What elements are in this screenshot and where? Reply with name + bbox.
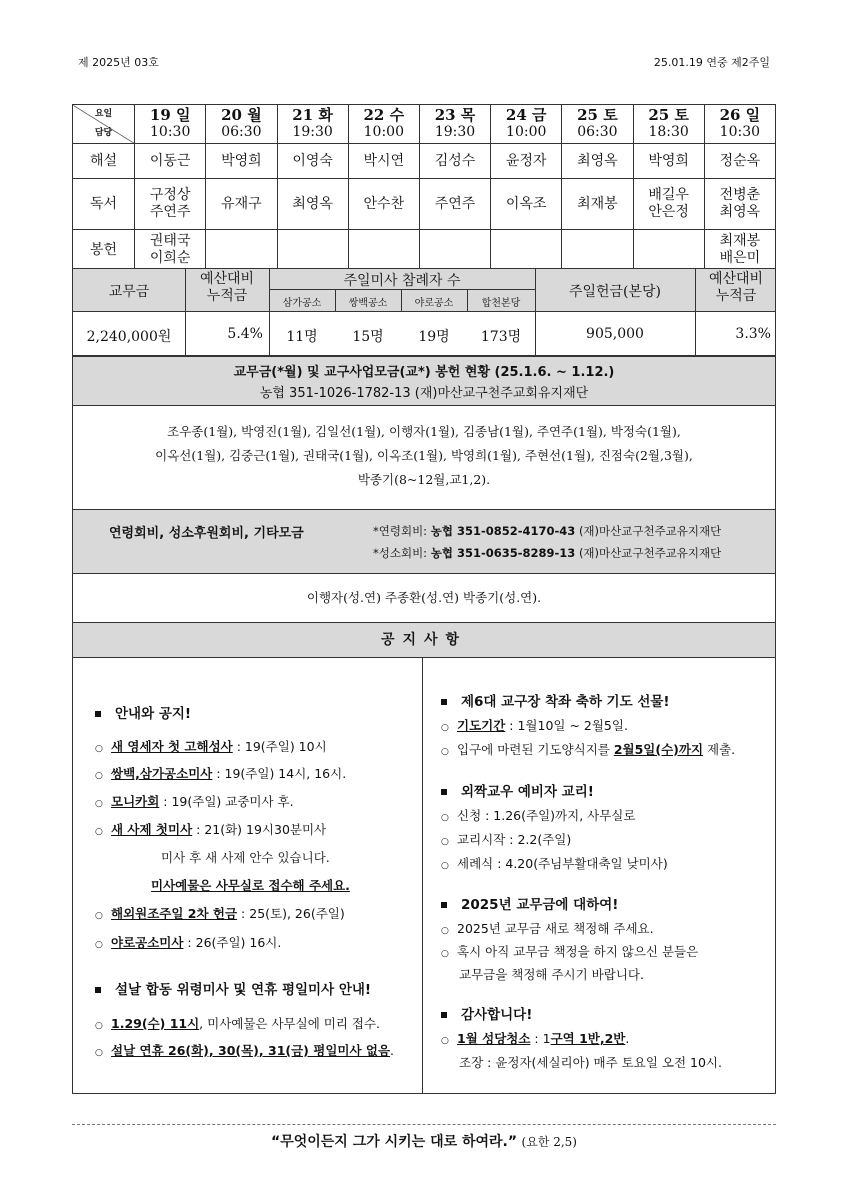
table-row: [73, 230, 776, 271]
list-item-continued: 미사 후 새 사제 안수 있습니다.: [161, 850, 330, 865]
list-item: ○ 기도기간 : 1월10일 ~ 2월5일.: [441, 718, 628, 733]
table-cell: 이옥조: [491, 179, 562, 230]
donor-line: 박종기(8~12월,교1,2).: [357, 472, 491, 487]
donor-line: 이옥선(1월), 김중근(1월), 권태국(1월), 이옥조(1월), 박영희(1월), 주현선(1월), 진점숙(2월,3월),: [155, 448, 693, 463]
table-cell: 최재봉: [562, 179, 633, 230]
list-item: ○ 새 사제 첫미사 : 21(화) 19시30분미사: [95, 822, 327, 837]
funds-header: [72, 509, 776, 574]
table-cell: 이영숙: [277, 144, 348, 179]
donor-line: 조우종(1월), 박영진(1월), 김일선(1월), 이행자(1월), 김종남(1월), 주연주(1월), 박정숙(1월),: [167, 424, 681, 439]
day-header: 21 화 19:30: [277, 105, 348, 144]
tithe-label: 교무금: [108, 284, 150, 300]
table-cell: 윤정자: [491, 144, 562, 179]
list-item: ○ 신청 : 1.26(주일)까지, 사무실로: [441, 808, 636, 823]
duty-schedule-table: [72, 104, 776, 271]
list-item: ○ 2025년 교무금 새로 책정해 주세요.: [441, 921, 654, 936]
schedule-corner: 요일 담당: [73, 105, 135, 144]
list-item-continued: 조장 : 윤정자(세실리아) 매주 토요일 오전 10시.: [459, 1055, 722, 1070]
table-cell: 권태국 이희순: [135, 230, 206, 271]
day-header: 20 월 06:30: [206, 105, 277, 144]
list-item: ○ 쌍백,삼가공소미사 : 19(주일) 14시, 16시.: [95, 766, 347, 781]
issue-number: 제 2025년 03호: [78, 56, 159, 69]
notice-heading: 2025년 교무금에 대하여!: [441, 893, 618, 913]
list-item: ○ 1월 성당청소 : 1구역 1반,2반.: [441, 1031, 630, 1046]
list-item-continued: 교무금을 책정해 주시기 바랍니다.: [459, 967, 644, 982]
table-row: [73, 144, 776, 179]
table-cell: 박시연: [348, 144, 419, 179]
attendance-value: 19명: [418, 329, 450, 345]
attendance-title: 주일미사 참례자 수: [343, 273, 461, 289]
budget-label: 예산대비 누적금: [199, 271, 255, 304]
table-cell: 최재봉 배은미: [704, 230, 775, 271]
day-header: 25 토 06:30: [562, 105, 633, 144]
bulletin-date: 25.01.19 연중 제2주일: [653, 56, 770, 69]
table-cell: 최영옥: [277, 179, 348, 230]
day-header: 24 금 10:00: [491, 105, 562, 144]
attendance-value: 173명: [480, 329, 522, 345]
budget-label: 예산대비 누적금: [708, 271, 764, 304]
day-header: 25 토 18:30: [633, 105, 704, 144]
list-item: ○ 입구에 마련된 기도양식지를 2월5일(수)까지 제출.: [441, 742, 736, 757]
tithe-value: 2,240,000원: [86, 329, 172, 345]
row-label: 독서: [73, 179, 135, 230]
table-cell: 안수찬: [348, 179, 419, 230]
list-item: ○ 교리시작 : 2.2(주일): [441, 832, 572, 847]
list-item: ○ 혹시 아직 교무금 책정을 하지 않으신 분들은: [441, 944, 699, 959]
table-cell: 이동근: [135, 144, 206, 179]
list-item-continued: 미사예물은 사무실로 접수해 주세요.: [151, 878, 350, 893]
day-header: 23 목 19:30: [419, 105, 490, 144]
table-cell: 박영희: [633, 144, 704, 179]
funds-title: 연령회비, 성소후원회비, 기타모금: [109, 526, 304, 541]
list-item: ○ 세례식 : 4.20(주님부활대축일 낮미사): [441, 856, 668, 871]
offering-label: 주일헌금(본당): [568, 284, 662, 300]
table-cell: [277, 230, 348, 271]
table-cell: 주연주: [419, 179, 490, 230]
table-row: [73, 179, 776, 230]
notice-heading: 안내와 공지!: [95, 702, 191, 722]
attendance-name: 야로공소: [414, 298, 454, 309]
list-item: ○ 1.29(수) 11시, 미사예물은 사무실에 미리 접수.: [95, 1016, 380, 1031]
table-cell: 유재구: [206, 179, 277, 230]
list-item: ○ 모니카회 : 19(주일) 교중미사 후.: [95, 794, 294, 809]
list-item: ○ 새 영세자 첫 고해성사 : 19(주일) 10시: [95, 739, 327, 754]
attendance-value: 11명: [286, 329, 318, 345]
funds-donors: 이행자(성.연) 주종환(성.연) 박종기(성.연).: [72, 573, 776, 623]
attendance-name: 합천본당: [481, 298, 521, 309]
attendance-name: 삼가공소: [282, 298, 322, 309]
footer-divider: [72, 1124, 776, 1125]
list-item: ○ 야로공소미사 : 26(주일) 16시.: [95, 935, 282, 950]
row-label: 해설: [73, 144, 135, 179]
table-cell: [419, 230, 490, 271]
table-cell: 전병춘 최영옥: [704, 179, 775, 230]
notice-heading: 외짝교우 예비자 교리!: [441, 780, 594, 800]
attendance-value: 15명: [352, 329, 384, 345]
table-cell: 정순옥: [704, 144, 775, 179]
weekly-stats: [72, 268, 776, 356]
table-cell: [348, 230, 419, 271]
funds-account-1: *연령회비: 농협 351-0852-4170-43 (재)마산교구천주교유지재단: [373, 524, 722, 538]
donation-header: [72, 356, 776, 406]
offering-value: 905,000: [586, 326, 644, 342]
list-item: ○ 해외원조주일 2차 헌금 : 25(토), 26(주일): [95, 906, 345, 921]
table-cell: [633, 230, 704, 271]
table-cell: 배길우 안은정: [633, 179, 704, 230]
list-item: ○ 설날 연휴 26(화), 30(목), 31(금) 평일미사 없음.: [95, 1043, 395, 1058]
donation-title: 교무금(*월) 및 교구사업모금(교*) 봉헌 현황 (25.1.6. ~ 1.12.): [233, 365, 615, 380]
donation-account: 농협 351-1026-1782-13 (재)마산교구천주교회유지재단: [259, 386, 589, 401]
table-cell: [491, 230, 562, 271]
table-cell: [206, 230, 277, 271]
table-cell: 최영옥: [562, 144, 633, 179]
day-header: 19 일 10:30: [135, 105, 206, 144]
table-cell: 구정상 주연주: [135, 179, 206, 230]
notice-title: 공지사항: [72, 622, 776, 658]
notice-heading: 감사합니다!: [441, 1003, 532, 1023]
notice-heading: 설날 합동 위령미사 및 연휴 평일미사 안내!: [95, 978, 371, 998]
row-label: 봉헌: [73, 230, 135, 271]
footer-quote: “무엇이든지 그가 시키는 대로 하여라.” (요한 2,5): [271, 1134, 577, 1150]
attendance-name: 쌍백공소: [348, 298, 388, 309]
day-header: 26 일 10:30: [704, 105, 775, 144]
donation-list: [72, 405, 776, 510]
notice-body: [72, 657, 776, 1094]
day-header: 22 수 10:00: [348, 105, 419, 144]
notice-heading: 제6대 교구장 착좌 축하 기도 선물!: [441, 690, 670, 710]
budget-value: 3.3%: [735, 326, 771, 342]
table-cell: 박영희: [206, 144, 277, 179]
budget-value: 5.4%: [227, 326, 263, 342]
table-cell: 김성수: [419, 144, 490, 179]
funds-account-2: *성소회비: 농협 351-0635-8289-13 (재)마산교구천주교유지재단: [373, 546, 722, 560]
table-cell: [562, 230, 633, 271]
